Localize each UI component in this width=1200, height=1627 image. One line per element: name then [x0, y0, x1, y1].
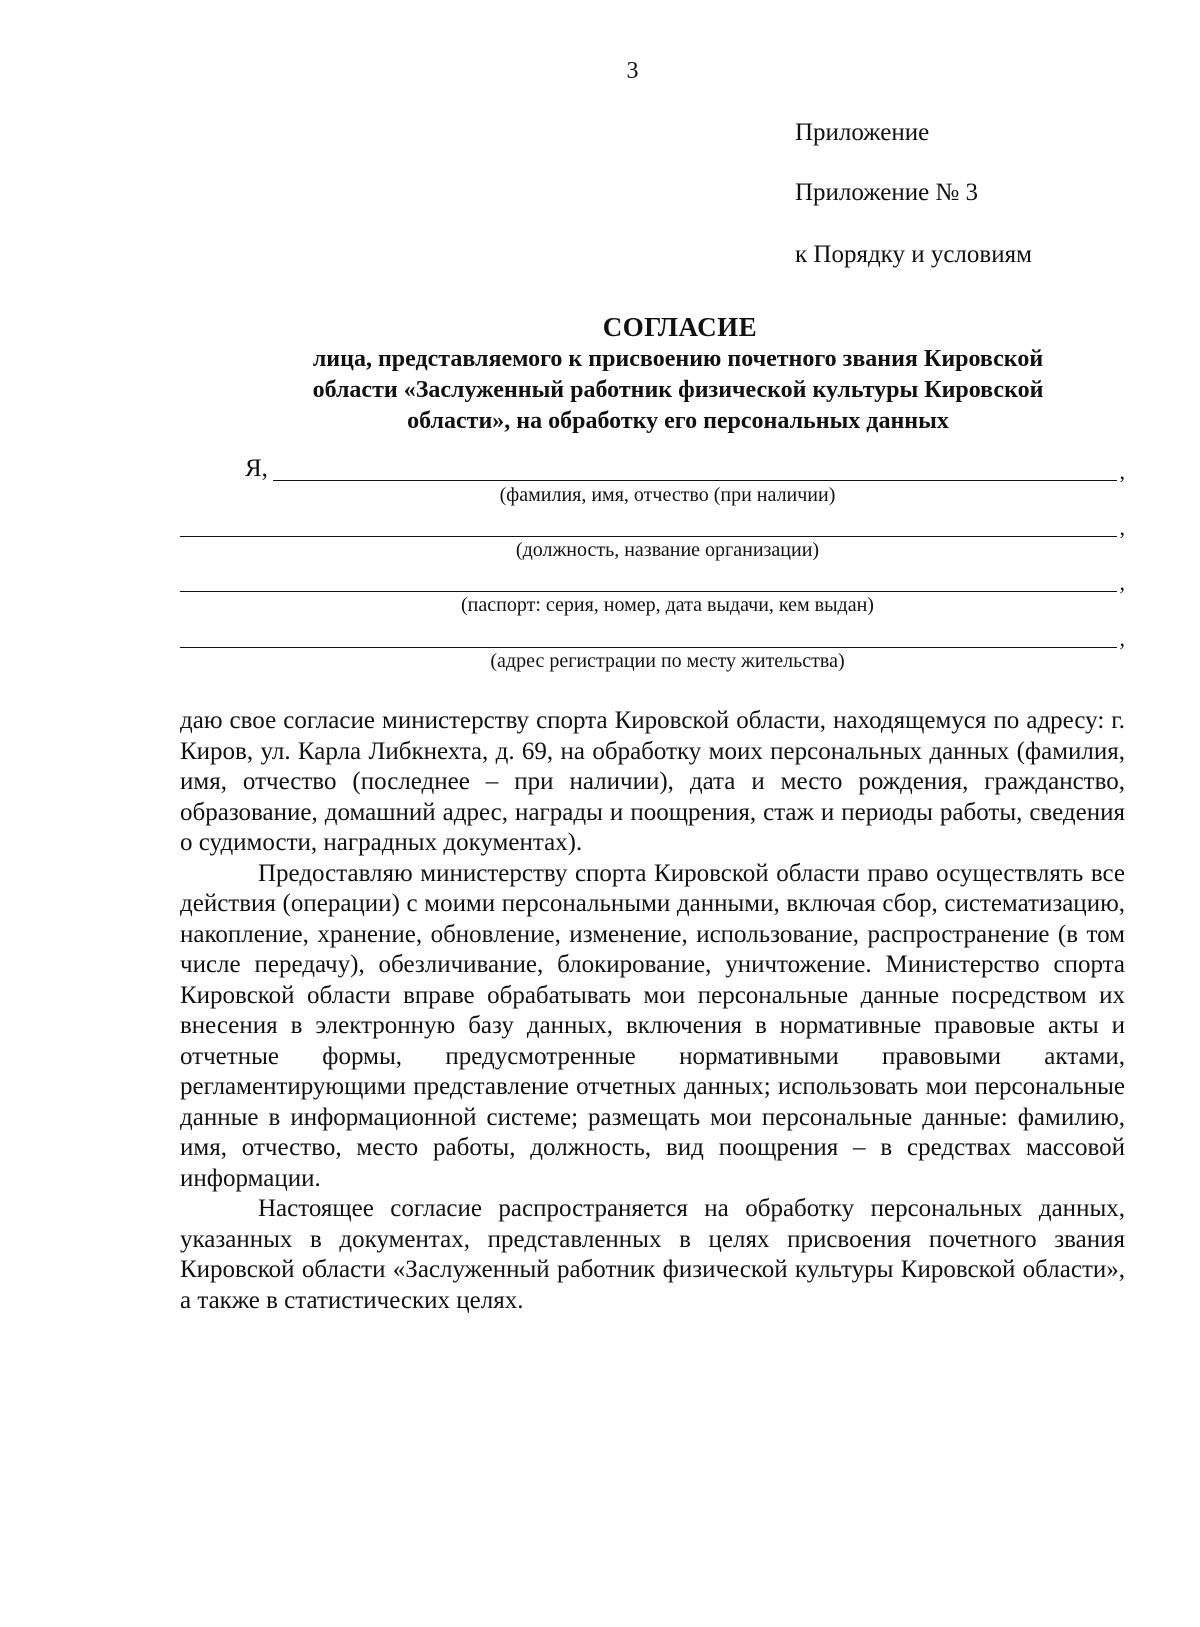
appendix-label: Приложение — [795, 119, 930, 146]
page-number: 3 — [626, 58, 639, 84]
position-field-caption: (должность, название организации) — [515, 539, 820, 561]
title-line-3: области», на обработку его персональных данных — [407, 408, 949, 434]
address-field-row[interactable] — [180, 622, 1125, 652]
appendix-number: Приложение № 3 — [795, 179, 979, 206]
address-field-caption: (адрес регистрации по месту жительства) — [490, 650, 845, 672]
address-field-comma: , — [1119, 626, 1125, 651]
consent-paragraph-1: даю свое согласие министерству спорта Кировской области, находящемуся по адресу: г. Киров, ул. Карла Либкнехта, д. 69, на обработку моих персональных данных (фамилия, имя, отчество (последнее – при наличии), дата и место рождения, гражданство, образование, домашний адрес, награды и поощрения, стаж и периоды работы, сведения о судимости, наградных документах). — [180, 707, 1125, 856]
position-field-line[interactable] — [180, 536, 1117, 537]
title-line-1: лица, представляемого к присвоению почетного звания Кировской — [312, 346, 1044, 372]
passport-field-caption: (паспорт: серия, номер, дата выдачи, кем выдан) — [461, 594, 874, 616]
passport-field-comma: , — [1119, 570, 1125, 595]
name-field-row[interactable] — [180, 455, 1125, 485]
passport-field-row[interactable] — [180, 566, 1125, 596]
passport-field-line[interactable] — [180, 591, 1117, 592]
position-field-comma: , — [1119, 515, 1125, 540]
position-field-row[interactable] — [180, 511, 1125, 541]
consent-paragraph-3: Настоящее согласие распространяется на обработку персональных данных, указанных в документах, представленных в целях присвоения почетного звания Кировской области «Заслуженный работник физической культуры Кировской области», а также в статистических целях. — [180, 1195, 1125, 1314]
address-field-line[interactable] — [180, 647, 1117, 648]
title-main: СОГЛАСИЕ — [602, 312, 758, 342]
consent-body — [180, 706, 1125, 1316]
name-field-comma: , — [1119, 459, 1125, 484]
name-field-line[interactable] — [273, 480, 1117, 481]
title-line-2: области «Заслуженный работник физической культуры Кировской — [312, 377, 1044, 403]
document-title — [180, 310, 1120, 437]
appendix-reference: к Порядку и условиям — [795, 241, 1032, 268]
name-field-prefix: Я, — [245, 455, 268, 482]
name-field-caption: (фамилия, имя, отчество (при наличии) — [499, 484, 836, 506]
consent-paragraph-2: Предоставляю министерству спорта Кировской области право осуществлять все действия (операции) с моими персональными данными, включая сбор, систематизацию, накопление, хранение, обновление, изменение, использование, распространение (в том числе передачу), обезличивание, блокирование, уничтожение. Министерство спорта Кировской области вправе обрабатывать мои персональные данные посредством их внесения в электронную базу данных, включения в нормативные правовые акты и отчетные формы, предусмотренные нормативными правовыми актами, регламентирующими представление отчетных данных; использовать мои персональные данные в информационной системе; размещать мои персональные данные: фамилию, имя, отчество, место работы, должность, вид поощрения – в средствах массовой информации. — [180, 859, 1125, 1192]
